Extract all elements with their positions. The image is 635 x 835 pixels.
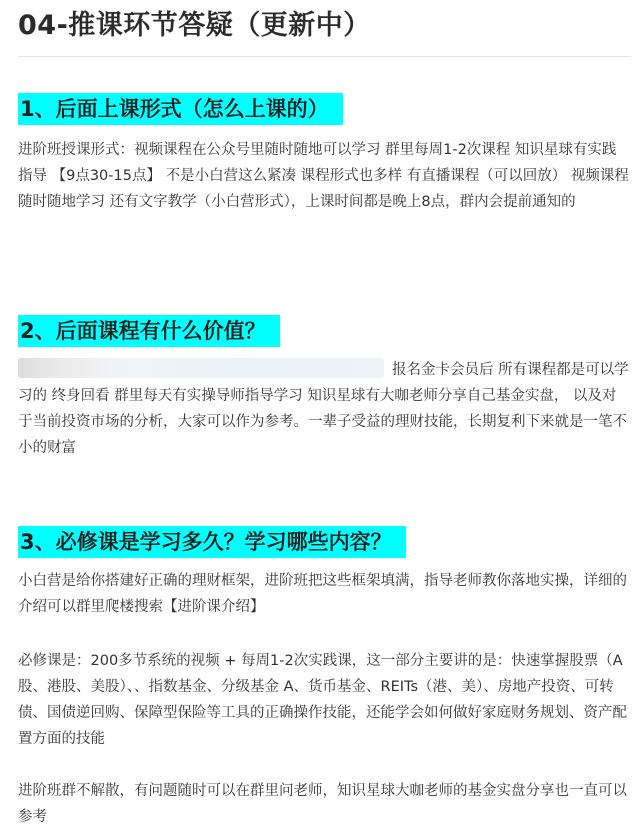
page-title: 04-推课环节答疑（更新中） <box>18 10 371 41</box>
section-body-3-group-note: 进阶班群不解散，有问题随时可以在群里问老师，知识星球大咖老师的基金实盘分享也一直可以参考 <box>18 783 627 825</box>
section-heading-2: 2、后面课程有什么价值？ <box>18 315 280 347</box>
section-body-2 <box>18 357 630 461</box>
section-body-3-required-course: 必修课是：200多节系统的视频 + 每周1-2次实践课，这一部分主要讲的是：快速掌握股票（A 股、港股、美股）、、指数基金、分级基金 A、货币基金、REITs（港、美）、房地产投资、可转债、国债逆回购、保障型保险等工具的正确操作技能，还能学会如何做好家庭财务规划、资产配置方面的技能 <box>18 653 627 747</box>
title-divider <box>18 56 631 57</box>
section-heading-3: 3、必修课是学习多久？学习哪些内容？ <box>18 526 406 558</box>
section-heading-1: 1、后面上课形式（怎么上课的） <box>18 93 343 125</box>
blurred-text-redaction <box>18 358 384 378</box>
section-body-3: 小白营是给你搭建好正确的理财框架，进阶班把这些框架填满，指导老师教你落地实操，详细的介绍可以群里爬楼搜索【进阶课介绍】 <box>18 573 627 615</box>
section-body-2-text: 报名金卡会员后 所有课程都是可以学习的 终身回看 群里每天有实操导师指导学习 知识星球有大咖老师分享自己基金实盘， 以及对于当前投资市场的分析，大家可以作为参考。一辈子受益的理财技能，长期复利下来就是一笔不小的财富 <box>18 362 629 456</box>
section-body-1: 进阶班授课形式：视频课程在公众号里随时随地可以学习 群里每周1-2次课程 知识星球有实践指导 【9点30-15点】 不是小白营这么紧凑 课程形式也多样 有直播课程（可以回放） 视频课程随时随地学习 还有文字教学（小白营形式），上课时间都是晚上8点，群内会提前通知的 <box>18 142 629 210</box>
